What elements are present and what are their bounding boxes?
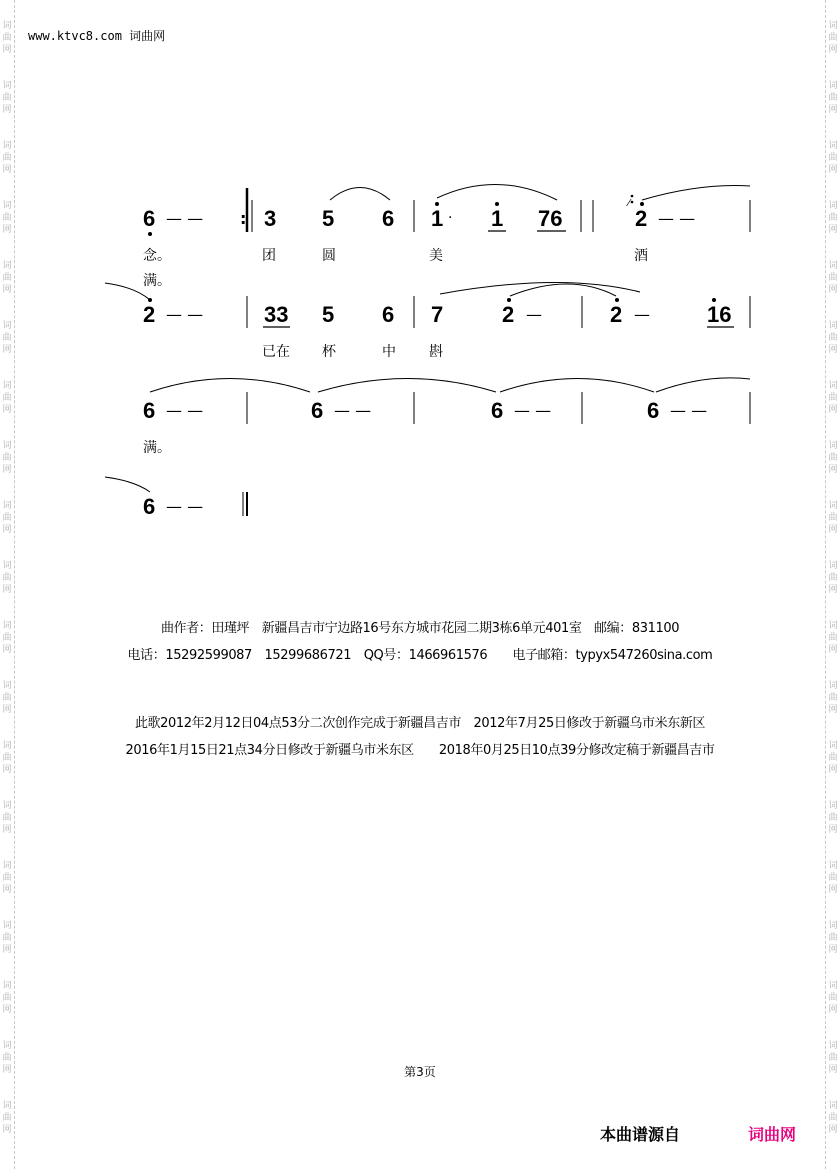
- watermark-text: 词 曲 网: [2, 1101, 12, 1135]
- score-notation: [0, 0, 840, 560]
- lyric: 杯: [322, 344, 336, 360]
- watermark-text: 词 曲 网: [2, 921, 12, 955]
- score-line-3: [143, 378, 750, 456]
- note: 6: [647, 398, 660, 423]
- watermark-text: 词 曲 网: [828, 921, 838, 955]
- note: 7: [431, 302, 444, 327]
- lyric: 酒: [634, 248, 648, 264]
- watermark-text: 词 曲 网: [2, 441, 12, 475]
- note: 33: [264, 302, 289, 327]
- score-line-1: [143, 184, 750, 289]
- note: 2: [635, 206, 648, 231]
- note: 5: [322, 302, 335, 327]
- watermark-text: 词 曲 网: [828, 381, 838, 415]
- watermark-text: 词 曲 网: [2, 561, 12, 595]
- watermark-text: 词 曲 网: [2, 681, 12, 715]
- lyric: 满。: [143, 440, 171, 456]
- watermark-text: 词 曲 网: [2, 261, 12, 295]
- tie: [105, 477, 150, 492]
- tie: [150, 379, 310, 393]
- watermark-text: 词 曲 网: [2, 861, 12, 895]
- watermark-text: 词 曲 网: [828, 981, 838, 1015]
- watermark-text: 词 曲 网: [2, 381, 12, 415]
- watermark-text: 词 曲 网: [2, 621, 12, 655]
- watermark-text: 词 曲 网: [828, 321, 838, 355]
- high-octave-dot: [495, 202, 499, 206]
- lyric: 圆: [322, 248, 336, 264]
- watermark-text: 词 曲 网: [828, 861, 838, 895]
- lyric: 斟: [429, 344, 443, 360]
- note: 76: [538, 206, 563, 231]
- watermark-text: 词 曲 网: [828, 741, 838, 775]
- tie: [318, 379, 496, 393]
- note: 2: [143, 302, 156, 327]
- slur: [437, 184, 557, 200]
- high-octave-dot: [435, 202, 439, 206]
- watermark-text: 词 曲 网: [2, 1041, 12, 1075]
- lyric: 中: [382, 344, 396, 360]
- note: 2: [610, 302, 623, 327]
- lyric: 念。: [143, 248, 171, 264]
- watermark-text: 词 曲 网: [828, 441, 838, 475]
- watermark-text: 词 曲 网: [2, 981, 12, 1015]
- slur: [440, 282, 640, 294]
- low-octave-dot: [148, 232, 152, 236]
- note: 16: [707, 302, 732, 327]
- watermark-text: 词 曲 网: [2, 201, 12, 235]
- dash: — —: [514, 401, 552, 420]
- note: 6: [143, 398, 156, 423]
- slur: [510, 284, 616, 296]
- watermark-text: 词 曲 网: [828, 21, 838, 55]
- lyric: 已在: [262, 344, 290, 360]
- note: 6: [143, 494, 156, 519]
- note: 3: [264, 206, 277, 231]
- watermark-text: 词 曲 网: [828, 141, 838, 175]
- note: 6: [382, 206, 395, 231]
- high-octave-dot: [640, 202, 644, 206]
- dash: — —: [334, 401, 372, 420]
- watermark-text: 词 曲 网: [828, 621, 838, 655]
- slur: [642, 186, 750, 200]
- note: 2: [502, 302, 515, 327]
- watermark-text: 词 曲 网: [2, 321, 12, 355]
- source-label: 本曲谱源自: [600, 1125, 681, 1144]
- revision-info-2: 2016年1月15日21点34分日修改于新疆乌市米东区 2018年0月25日10点39分修改定稿于新疆昌吉市: [125, 743, 715, 758]
- watermark-text: 词 曲 网: [828, 681, 838, 715]
- watermark-text: 词 曲 网: [2, 741, 12, 775]
- watermark-text: 词 曲 网: [2, 141, 12, 175]
- watermark-text: 词 曲 网: [2, 81, 12, 115]
- note: 5: [322, 206, 335, 231]
- watermark-text: 词 曲 网: [828, 1041, 838, 1075]
- high-octave-dot: [148, 298, 152, 302]
- watermark-text: 词 曲 网: [2, 21, 12, 55]
- note: 6: [491, 398, 504, 423]
- watermark-text: 词 曲 网: [828, 801, 838, 835]
- dash: — —: [166, 305, 204, 324]
- note: 1: [431, 206, 444, 231]
- tie: [656, 378, 750, 392]
- note: 6: [382, 302, 395, 327]
- dash: —: [526, 305, 542, 324]
- watermark-text: 词 曲 网: [2, 501, 12, 535]
- score-line-2: [105, 282, 750, 360]
- dash: — —: [166, 401, 204, 420]
- dash: —: [634, 305, 650, 324]
- slur: [330, 188, 390, 201]
- site-header: www.ktvc8.com 词曲网: [28, 29, 166, 43]
- page-number: 第3页: [404, 1065, 436, 1079]
- tie: [500, 379, 654, 393]
- dash: — —: [658, 209, 696, 228]
- high-octave-dot: [507, 298, 511, 302]
- lyric: 美: [429, 248, 443, 264]
- score-line-4: [105, 477, 247, 519]
- high-octave-dot: [615, 298, 619, 302]
- watermark-text: 词 曲 网: [828, 261, 838, 295]
- watermark-text: 词 曲 网: [2, 801, 12, 835]
- composer-info: 曲作者：田瑾坪 新疆昌吉市宁边路16号东方城市花园二期3栋6单元401室 邮编：831100: [160, 621, 680, 636]
- watermark-text: 词 曲 网: [828, 561, 838, 595]
- revision-info-1: 此歌2012年2月12日04点53分二次创作完成于新疆昌吉市 2012年7月25日修改于新疆乌市米东新区: [134, 716, 706, 731]
- watermark-text: 词 曲 网: [828, 81, 838, 115]
- note: 1: [491, 206, 504, 231]
- watermark-text: 词 曲 网: [828, 501, 838, 535]
- brand-link[interactable]: 词曲网: [748, 1125, 797, 1144]
- dash: — —: [166, 497, 204, 516]
- note: 6: [143, 206, 156, 231]
- note: 6: [311, 398, 324, 423]
- watermark-text: 词 曲 网: [828, 1101, 838, 1135]
- dash: — —: [166, 209, 204, 228]
- lyric: 团: [262, 248, 276, 264]
- lyric: 满。: [143, 273, 171, 289]
- high-octave-dot: [712, 298, 716, 302]
- dash: — —: [670, 401, 708, 420]
- repeat-colon: :: [240, 209, 247, 228]
- contact-info: 电话：15292599087 15299686721 QQ号：1466961576 电子邮箱：typyx547260sina.com: [127, 648, 713, 663]
- grace-mark: ⁄: [628, 198, 630, 209]
- aug-dot: ·: [448, 210, 453, 226]
- watermark-text: 词 曲 网: [828, 201, 838, 235]
